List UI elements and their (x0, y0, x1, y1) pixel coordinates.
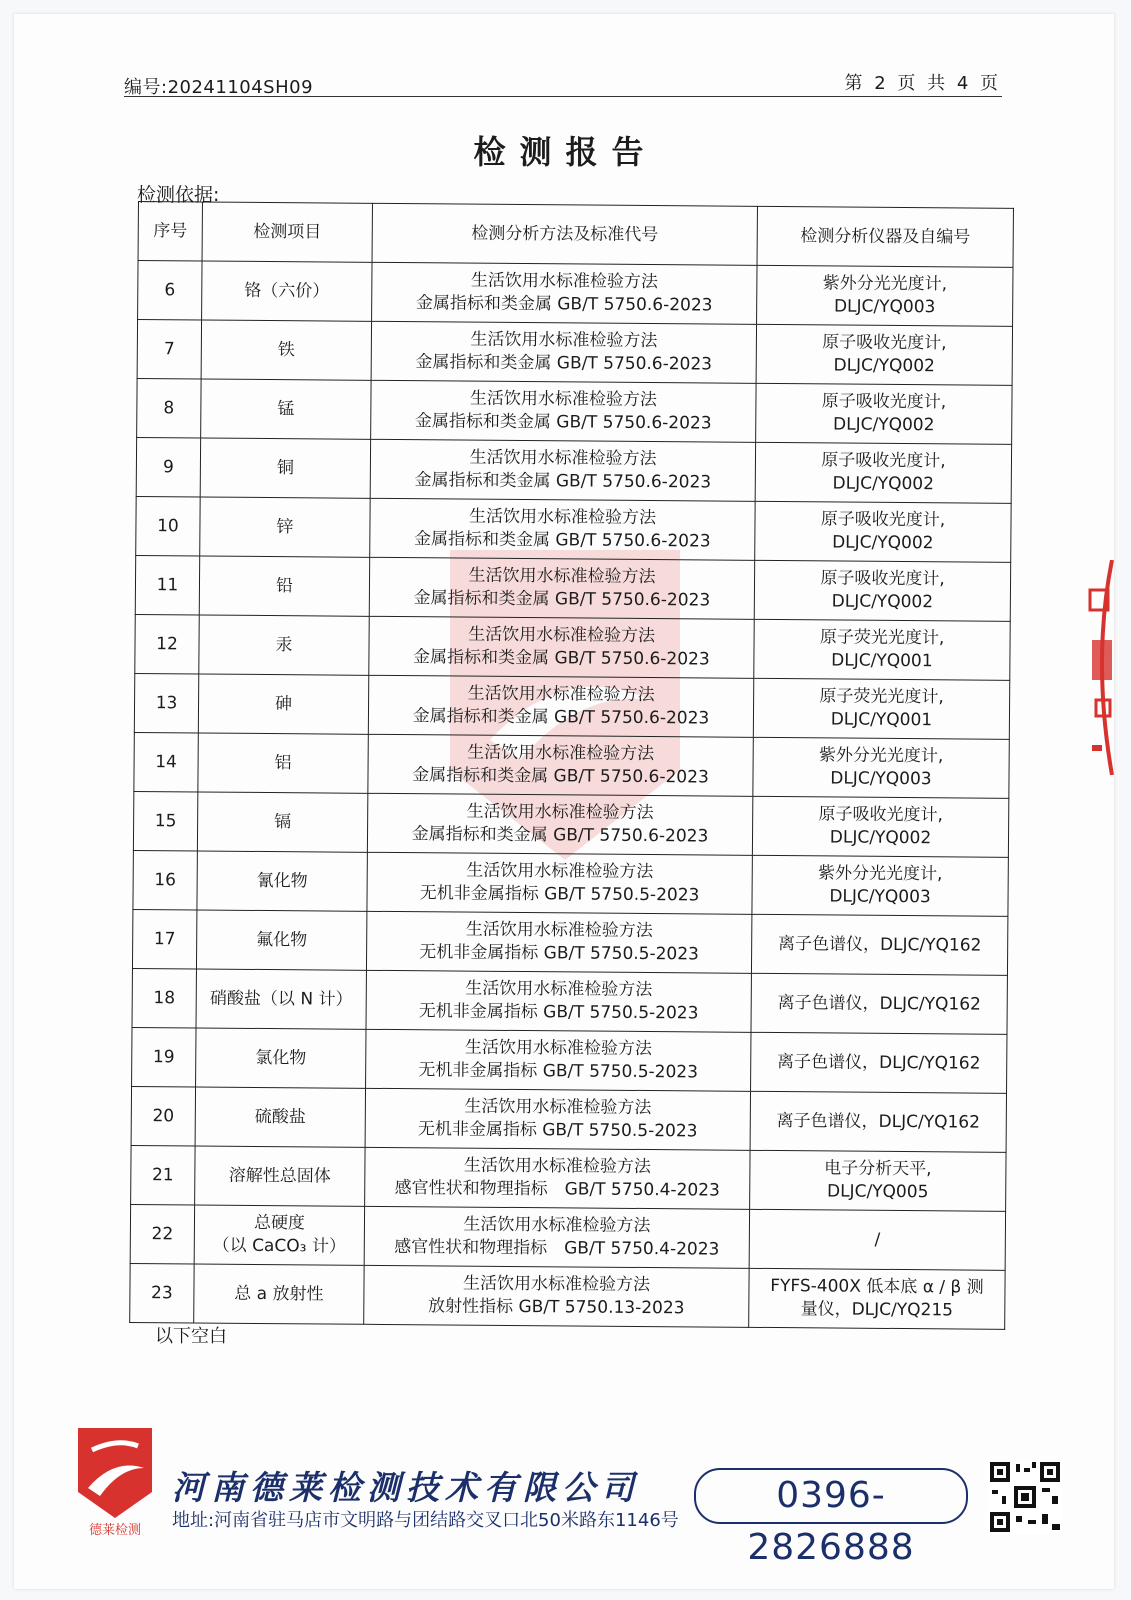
basis-label: 检测依据: (137, 184, 220, 206)
method-cell (365, 1147, 750, 1209)
row-number-cell: 17 (132, 909, 196, 969)
row-number-cell: 23 (130, 1263, 194, 1323)
method-cell-line: 生活饮用水标准检验方法 (465, 978, 653, 1001)
instrument-cell-line: 紫外分光光度计, (817, 863, 943, 885)
table-row (132, 968, 1007, 1034)
test-item-cell: 铝 (198, 733, 368, 793)
instrument-cell (756, 383, 1012, 444)
method-cell (370, 439, 755, 501)
method-cell-line: 生活饮用水标准检验方法 (468, 624, 656, 647)
instrument-cell-line: DLJC/YQ005 (826, 1181, 929, 1203)
instrument-cell (756, 324, 1012, 385)
instrument-cell-line: 原子吸收光度计, (821, 391, 947, 413)
company-phone: 0396-2826888 (694, 1468, 968, 1524)
row-number-cell: 7 (137, 320, 201, 380)
company-logo-icon (74, 1428, 156, 1538)
column-header: 检测分析仪器及自编号 (757, 206, 1013, 267)
method-cell-line: 生活饮用水标准检验方法 (465, 919, 653, 942)
row-number-cell: 14 (134, 732, 198, 792)
instrument-cell (752, 796, 1008, 857)
method-cell-line: 金属指标和类金属 GB/T 5750.6-2023 (412, 706, 710, 729)
instrument-cell (753, 678, 1009, 739)
method-cell-line: 生活饮用水标准检验方法 (462, 1273, 651, 1296)
row-number-cell: 19 (132, 1027, 196, 1087)
instrument-cell (751, 914, 1007, 975)
method-cell (365, 1088, 750, 1150)
test-item-cell: 铅 (199, 556, 369, 616)
test-item-cell: 硫酸盐 (195, 1087, 365, 1147)
instrument-cell-line: 量仪，DLJC/YQ215 (800, 1299, 954, 1321)
instrument-cell-line: DLJC/YQ002 (832, 414, 935, 436)
test-item-cell: 氯化物 (196, 1028, 366, 1088)
table-row (132, 909, 1007, 975)
instrument-cell-line: 原子荧光光度计, (819, 627, 945, 649)
instrument-cell (755, 442, 1011, 503)
row-number-cell: 16 (133, 850, 197, 910)
method-cell (372, 262, 757, 324)
row-number-cell: 21 (131, 1145, 195, 1205)
method-cell (371, 321, 756, 383)
method-cell (367, 852, 752, 914)
test-item-cell: 铜 (200, 438, 370, 498)
method-cell-line: 感官性状和物理指标 GB/T 5750.4-2023 (394, 1237, 720, 1260)
test-item-cell: 溶解性总固体 (195, 1146, 365, 1206)
method-cell-line: 生活饮用水标准检验方法 (468, 565, 656, 588)
instrument-cell (754, 560, 1010, 621)
table-row (134, 673, 1009, 739)
qr-code-icon (988, 1460, 1062, 1534)
table-row (136, 437, 1011, 503)
instrument-cell-line: DLJC/YQ001 (830, 709, 933, 731)
instrument-cell-line: DLJC/YQ002 (832, 473, 935, 495)
instrument-cell-line: 原子吸收光度计, (820, 568, 945, 590)
method-cell-line: 生活饮用水标准检验方法 (466, 801, 654, 824)
instrument-cell-line: DLJC/YQ002 (832, 532, 934, 554)
blank-note: 以下空白 (155, 1326, 227, 1347)
instrument-cell (750, 1150, 1006, 1211)
row-number-cell: 6 (138, 261, 202, 321)
document-number: 编号:20241104SH09 (124, 77, 314, 98)
method-cell-line: 金属指标和类金属 GB/T 5750.6-2023 (414, 411, 712, 434)
instrument-cell-line: 离子色谱仪，DLJC/YQ162 (777, 992, 981, 1015)
method-cell-line: 生活饮用水标准检验方法 (463, 1155, 652, 1178)
table-row (132, 1027, 1007, 1093)
table-row (130, 1204, 1005, 1270)
test-item-cell: 砷 (198, 674, 368, 734)
row-number-cell: 8 (137, 378, 201, 438)
column-header: 检测项目 (202, 202, 372, 262)
method-cell-line: 生活饮用水标准检验方法 (470, 329, 658, 352)
test-item-cell: 铬（六价） (202, 261, 372, 321)
row-number-cell: 22 (130, 1204, 194, 1264)
table-row (137, 320, 1012, 386)
instrument-cell (749, 1209, 1005, 1270)
method-cell-line: 无机非金属指标 GB/T 5750.5-2023 (419, 883, 700, 906)
row-number-cell: 11 (135, 555, 199, 615)
header-rule (124, 96, 1002, 97)
test-item-cell: 汞 (199, 615, 369, 675)
instrument-cell-line: DLJC/YQ002 (829, 827, 932, 849)
method-cell-line: 无机非金属指标 GB/T 5750.5-2023 (419, 942, 699, 965)
instrument-cell-line: 离子色谱仪，DLJC/YQ162 (776, 1051, 981, 1074)
table-row (135, 614, 1010, 680)
row-number-cell: 13 (134, 673, 198, 733)
instrument-cell-line: 离子色谱仪，DLJC/YQ162 (776, 1110, 981, 1133)
method-cell (366, 1029, 751, 1091)
logo-text: 德莱检测 (88, 1523, 142, 1538)
method-cell-line: 金属指标和类金属 GB/T 5750.6-2023 (415, 293, 713, 316)
instrument-cell-line: 紫外分光光度计, (818, 745, 944, 767)
instrument-cell-line: DLJC/YQ002 (831, 591, 934, 613)
instrument-cell (751, 1032, 1007, 1093)
column-header: 检测分析方法及标准代号 (372, 203, 757, 265)
row-number-cell: 18 (132, 968, 196, 1028)
table-row (133, 791, 1008, 857)
row-number-cell: 15 (133, 791, 197, 851)
method-cell-line: 生活饮用水标准检验方法 (469, 388, 658, 411)
table-row (134, 732, 1009, 798)
instrument-cell-line: 紫外分光光度计, (822, 273, 948, 295)
method-cell-line: 生活饮用水标准检验方法 (463, 1214, 651, 1237)
method-cell-line: 放射性指标 GB/T 5750.13-2023 (428, 1296, 685, 1319)
instrument-cell (751, 973, 1007, 1034)
method-cell (364, 1206, 749, 1268)
test-item-cell: 氟化物 (196, 910, 366, 970)
method-cell-line: 无机非金属指标 GB/T 5750.5-2023 (417, 1119, 698, 1142)
instrument-cell-line: DLJC/YQ003 (833, 296, 936, 318)
test-item-cell-line: 总硬度 (253, 1212, 306, 1234)
test-item-cell: 锌 (200, 497, 370, 557)
instrument-cell (752, 855, 1008, 916)
table-header-row (138, 202, 1013, 268)
column-header: 序号 (138, 202, 202, 262)
instrument-cell (755, 501, 1011, 562)
instrument-cell-line: / (874, 1229, 881, 1250)
instrument-cell-line: 电子分析天平, (824, 1158, 932, 1180)
method-cell-line: 生活饮用水标准检验方法 (470, 270, 658, 293)
page-indicator: 第 2 页 共 4 页 (844, 73, 1001, 94)
test-item-cell: 镉 (197, 792, 367, 852)
method-cell (369, 616, 754, 678)
instrument-cell-line: DLJC/YQ003 (830, 768, 932, 790)
table-body (130, 261, 1013, 1330)
method-cell-line: 感官性状和物理指标 GB/T 5750.4-2023 (394, 1178, 720, 1201)
method-cell-line: 金属指标和类金属 GB/T 5750.6-2023 (411, 824, 709, 847)
table-row (135, 555, 1010, 621)
table-row (130, 1263, 1005, 1329)
method-cell-line: 生活饮用水标准检验方法 (469, 447, 657, 470)
table-row (138, 261, 1013, 327)
test-item-cell: 锰 (201, 379, 371, 439)
table-row (131, 1145, 1006, 1211)
method-cell-line: 生活饮用水标准检验方法 (466, 860, 654, 883)
instrument-cell-line: FYFS-400X 低本底 α / β 测 (770, 1275, 984, 1298)
row-number-cell: 9 (136, 437, 200, 497)
method-cell (370, 498, 755, 560)
instrument-cell (753, 737, 1009, 798)
method-cell-line: 生活饮用水标准检验方法 (468, 506, 657, 529)
method-cell-line: 金属指标和类金属 GB/T 5750.6-2023 (413, 647, 710, 670)
method-cell-line: 金属指标和类金属 GB/T 5750.6-2023 (413, 588, 711, 611)
method-cell-line: 金属指标和类金属 GB/T 5750.6-2023 (413, 529, 711, 552)
instrument-cell-line: DLJC/YQ002 (833, 355, 935, 377)
table-row (136, 496, 1011, 562)
method-cell (366, 911, 751, 973)
test-item-cell (194, 1205, 364, 1265)
test-item-cell: 铁 (201, 320, 371, 380)
method-cell (367, 793, 752, 855)
method-cell (368, 734, 753, 796)
method-cell-line: 生活饮用水标准检验方法 (464, 1096, 652, 1119)
method-cell-line: 无机非金属指标 GB/T 5750.5-2023 (418, 1001, 699, 1024)
instrument-cell (749, 1268, 1005, 1329)
method-cell-line: 无机非金属指标 GB/T 5750.5-2023 (418, 1060, 699, 1083)
method-cell-line: 生活饮用水标准检验方法 (467, 683, 655, 706)
instrument-cell-line: 原子吸收光度计, (818, 804, 943, 826)
instrument-cell (754, 619, 1010, 680)
method-cell-line: 生活饮用水标准检验方法 (467, 742, 655, 765)
table-row (133, 850, 1008, 916)
method-cell-line: 金属指标和类金属 GB/T 5750.6-2023 (414, 470, 712, 493)
method-cell (369, 557, 754, 619)
table-row (131, 1086, 1006, 1152)
instrument-cell-line: DLJC/YQ001 (831, 650, 933, 672)
instrument-cell-line: DLJC/YQ003 (829, 886, 931, 908)
instrument-cell-line: 原子吸收光度计, (821, 450, 946, 472)
table-row (137, 378, 1012, 444)
test-item-cell: 硝酸盐（以 N 计） (196, 969, 366, 1029)
test-item-cell: 氰化物 (197, 851, 367, 911)
instrument-cell (750, 1091, 1006, 1152)
seal-stamp-fragment (1082, 560, 1122, 775)
company-address: 地址:河南省驻马店市文明路与团结路交叉口北50米路东1146号 (172, 1510, 679, 1531)
method-cell-line: 金属指标和类金属 GB/T 5750.6-2023 (412, 765, 709, 788)
method-cell (371, 380, 756, 442)
test-item-cell: 总 a 放射性 (194, 1264, 364, 1324)
instrument-cell-line: 原子吸收光度计, (822, 332, 947, 354)
method-cell-line: 生活饮用水标准检验方法 (464, 1037, 652, 1060)
method-cell-line: 金属指标和类金属 GB/T 5750.6-2023 (415, 352, 713, 375)
row-number-cell: 12 (135, 614, 199, 674)
instrument-cell-line: 原子吸收光度计, (820, 509, 946, 531)
methods-table (129, 201, 1014, 1330)
page-title: 检测报告 (473, 133, 658, 171)
method-cell (366, 970, 751, 1032)
method-cell (364, 1265, 749, 1327)
company-name: 河南德莱检测技术有限公司 (172, 1468, 640, 1507)
row-number-cell: 10 (136, 496, 200, 556)
method-cell (368, 675, 753, 737)
instrument-cell-line: 原子荧光光度计, (819, 686, 944, 708)
instrument-cell-line: 离子色谱仪，DLJC/YQ162 (777, 933, 982, 956)
row-number-cell: 20 (131, 1086, 195, 1146)
test-item-cell-line: （以 CaCO₃ 计） (212, 1235, 346, 1257)
instrument-cell (757, 265, 1013, 326)
